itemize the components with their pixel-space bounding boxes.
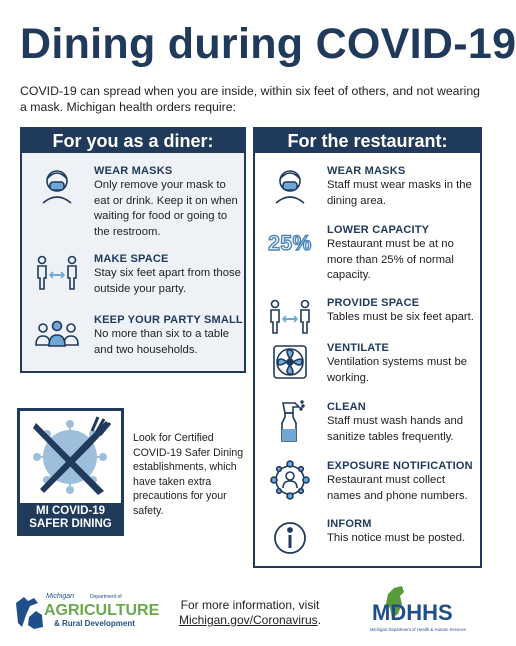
diner-item-text: No more than six to a table and two households.	[94, 328, 230, 356]
restaurant-item-text: Ventilation systems must be working.	[327, 356, 468, 384]
diner-item-masks	[32, 165, 242, 237]
restaurant-item-clean	[265, 401, 477, 449]
certified-text: Look for Certified COVID-19 Safer Dining establishments, which have taken extra precautions for your safety.	[133, 432, 244, 517]
restaurant-item-title: CLEAN	[327, 401, 366, 413]
intro-text: COVID-19 can spread when you are inside, within six feet of others, and not wearing a mask. Michigan health orders require:	[20, 84, 481, 114]
diner-heading: For you as a diner:	[22, 129, 244, 153]
diner-item-text: Stay six feet apart from those outside your party.	[94, 267, 241, 295]
restaurant-item-text: Tables must be six feet apart.	[327, 311, 474, 323]
crossed-utensils-icon	[20, 411, 121, 503]
restaurant-item-title: LOWER CAPACITY	[327, 224, 430, 236]
mda-logo	[14, 587, 160, 635]
badge-line-2: SAFER DINING	[29, 518, 112, 530]
mdhhs-logo	[368, 584, 488, 636]
mask-person-icon	[265, 165, 315, 205]
restaurant-item-inform	[265, 518, 477, 558]
diner-item-text: Only remove your mask to eat or drink. Keep it on when waiting for food or going to the restroom.	[94, 179, 238, 238]
diner-item-title: MAKE SPACE	[94, 253, 169, 265]
restaurant-item-text: Staff must wear masks in the dining area.	[327, 179, 472, 207]
restaurant-item-masks	[265, 165, 477, 209]
restaurant-item-notification	[265, 460, 477, 508]
mask-person-icon	[32, 165, 82, 205]
diner-item-title: KEEP YOUR PARTY SMALL	[94, 314, 243, 326]
page-title: Dining during COVID-19	[20, 20, 516, 68]
info-icon	[265, 518, 315, 558]
restaurant-item-title: WEAR MASKS	[327, 165, 406, 177]
restaurant-item-capacity	[265, 224, 477, 280]
restaurant-item-title: EXPOSURE NOTIFICATION	[327, 460, 473, 472]
notification-icon	[265, 460, 315, 500]
mdhhs-main-text: MDHHS	[372, 600, 453, 625]
mda-main-text: AGRICULTURE	[44, 602, 160, 619]
restaurant-item-text: This notice must be posted.	[327, 532, 466, 544]
restaurant-item-text: Staff must wash hands and sanitize tables frequently.	[327, 415, 464, 443]
distance-icon	[265, 297, 315, 337]
restaurant-item-title: INFORM	[327, 518, 372, 530]
diner-item-party	[32, 314, 242, 360]
percent-icon	[265, 224, 315, 264]
restaurant-item-title: VENTILATE	[327, 342, 390, 354]
restaurant-item-text: Restaurant must be at no more than 25% of normal capacity.	[327, 238, 454, 281]
fan-icon	[265, 342, 315, 382]
distance-icon	[32, 253, 82, 293]
badge-line-1: MI COVID-19	[35, 505, 105, 517]
safer-dining-label	[20, 503, 121, 533]
restaurant-heading: For the restaurant:	[255, 129, 480, 153]
spray-bottle-icon	[265, 401, 315, 441]
restaurant-item-text: Restaurant must collect names and phone numbers.	[327, 474, 468, 502]
group-icon	[32, 314, 82, 354]
link-suffix: .	[317, 613, 322, 627]
restaurant-item-space	[265, 297, 477, 333]
mda-small-text-2: Department of	[90, 594, 122, 600]
footer-info	[160, 598, 340, 628]
safer-dining-badge	[17, 408, 124, 536]
diner-panel	[20, 127, 246, 373]
restaurant-item-title: PROVIDE SPACE	[327, 297, 420, 309]
restaurant-panel	[253, 127, 482, 568]
diner-item-title: WEAR MASKS	[94, 165, 173, 177]
mdhhs-sub-text: Michigan Department of Health & Human Services	[370, 627, 467, 632]
mda-small-text-1: Michigan	[46, 593, 75, 600]
restaurant-item-ventilate	[265, 342, 477, 386]
coronavirus-link[interactable]: Michigan.gov/Coronavirus	[178, 613, 318, 627]
mda-sub-text: & Rural Development	[54, 619, 135, 628]
diner-item-space	[32, 253, 242, 299]
footer-info-line: For more information, visit	[180, 598, 320, 612]
percent-icon-text: 25%	[268, 232, 312, 255]
